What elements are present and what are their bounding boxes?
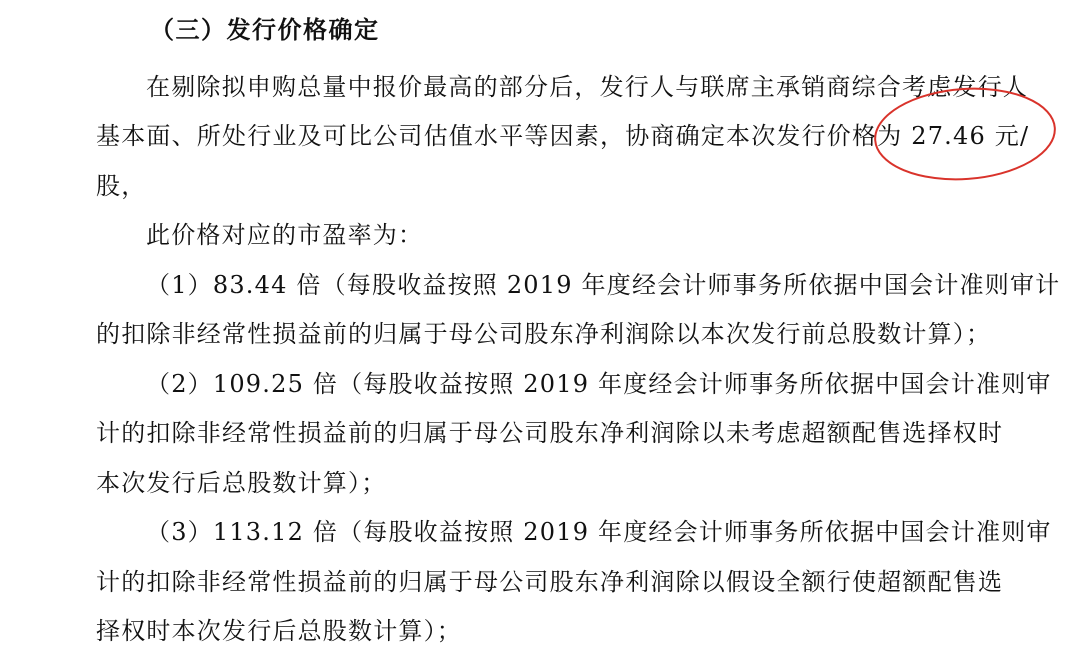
pe-intro-line: 此价格对应的市盈率为： (146, 221, 424, 249)
paragraph-line: 股， (96, 172, 147, 200)
list-item-line: 择权时本次发行后总股数计算）； (96, 617, 462, 645)
list-item-line: （3）113.12 倍（每股收益按照 2019 年度经会计师事务所依据中国会计准则审 (146, 518, 1052, 546)
list-item-line: 本次发行后总股数计算）； (96, 469, 387, 497)
paragraph-line: 在剔除拟申购总量中报价最高的部分后，发行人与联席主承销商综合考虑发行人 (146, 73, 1028, 101)
list-item-line: 的扣除非经常性损益前的归属于母公司股东净利润除以本次发行前总股数计算）； (96, 320, 992, 348)
list-item-line: 计的扣除非经常性损益前的归属于母公司股东净利润除以未考虑超额配售选择权时 (96, 419, 1004, 447)
list-item-line: （2）109.25 倍（每股收益按照 2019 年度经会计师事务所依据中国会计准则审 (146, 370, 1052, 398)
list-item-line: （1）83.44 倍（每股收益按照 2019 年度经会计师事务所依据中国会计准则审计 (146, 271, 1061, 299)
list-item-line: 计的扣除非经常性损益前的归属于母公司股东净利润除以假设全额行使超额配售选 (96, 568, 1004, 596)
section-heading: （三）发行价格确定 (150, 16, 380, 44)
paragraph-line: 基本面、所处行业及可比公司估值水平等因素，协商确定本次发行价格为 27.46 元/ (96, 122, 1030, 150)
